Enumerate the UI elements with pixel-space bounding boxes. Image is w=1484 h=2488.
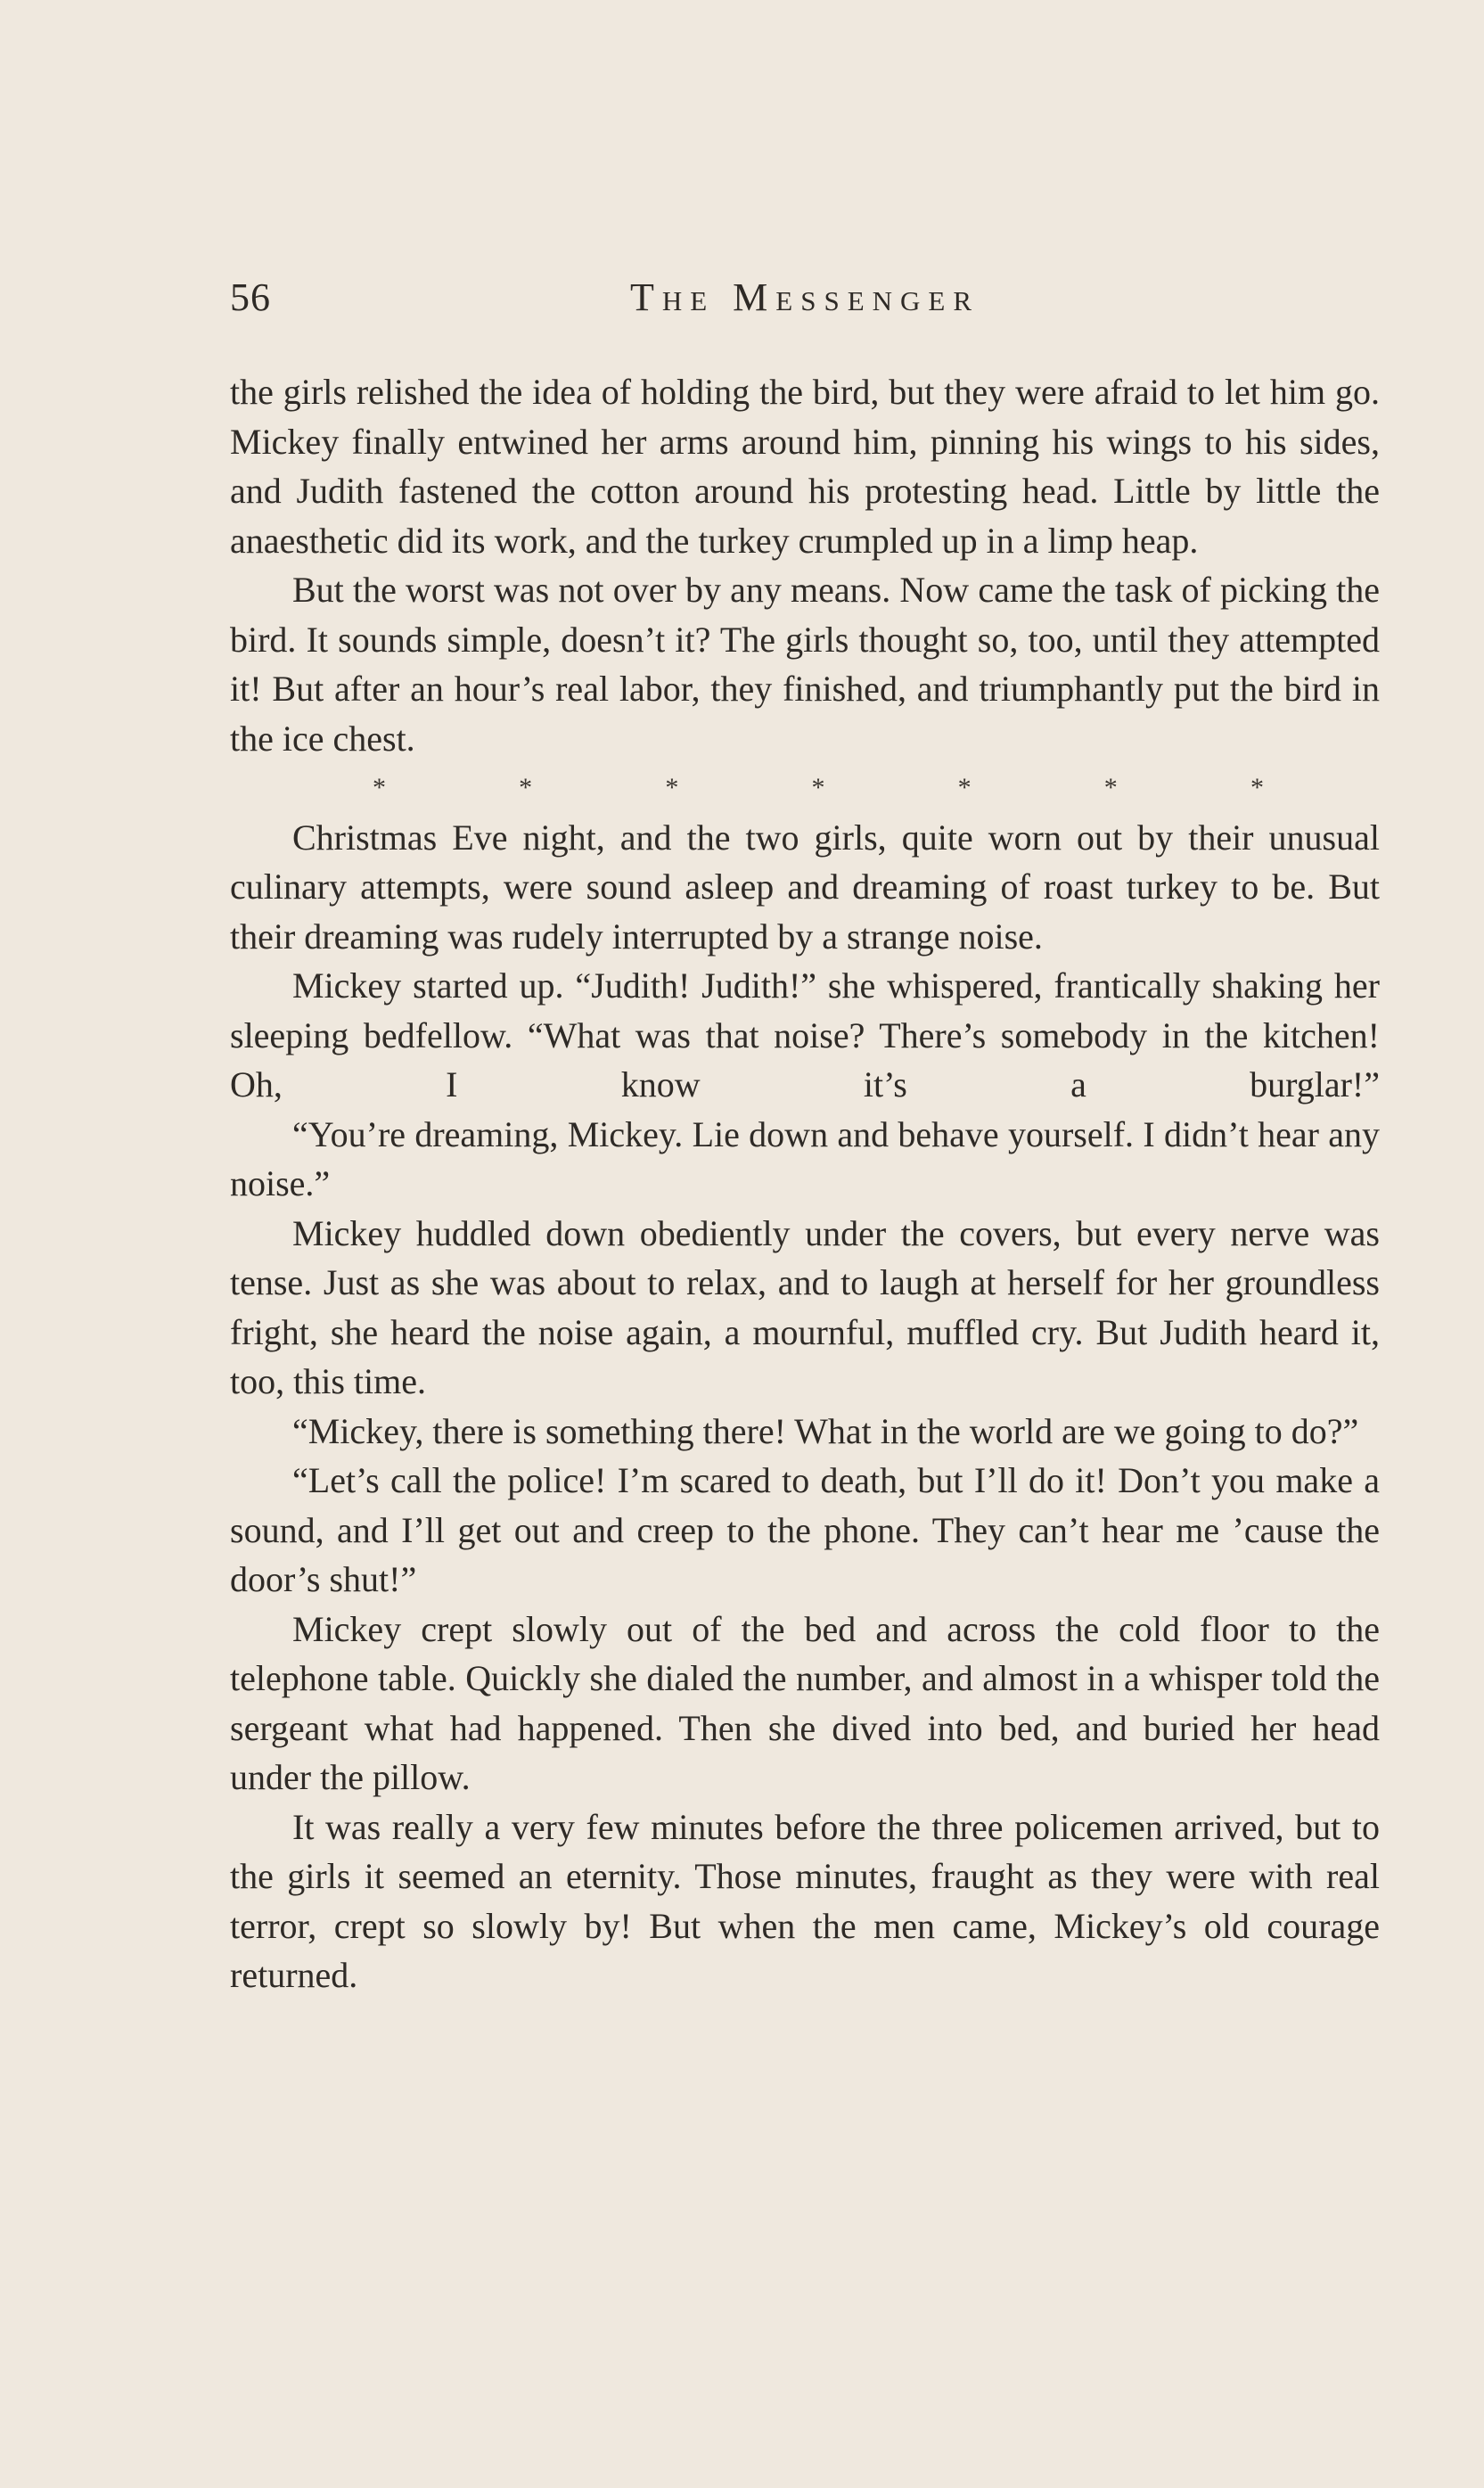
section-break-star: *: [373, 773, 386, 802]
section-break-star: *: [665, 773, 679, 802]
section-break-star: *: [519, 773, 533, 802]
body-text: [230, 367, 1380, 2000]
page-header: [230, 275, 1380, 328]
section-break-star: *: [1103, 773, 1118, 802]
page-number: 56: [230, 275, 271, 319]
section-break-star: *: [811, 773, 825, 802]
section-break-star: *: [957, 773, 972, 802]
paragraph: But the worst was not over by any means. Now came the task of picking the bird. It sounds simple, doesn’t it? The girls thought so, too, until they attempted it! But after an hour’s real labor, they finished, and triumphantly put the bird in the ice chest.: [230, 570, 1380, 759]
paragraph: Christmas Eve night, and the two girls, quite worn out by their unusual culinary attempts, were sound asleep and dreaming of roast turkey to be. But their dreaming was rudely interrupted by a strange noise.: [230, 817, 1380, 957]
section-break: [230, 763, 1380, 813]
paragraph: “Let’s call the police! I’m scared to death, but I’ll do it! Don’t you make a sound, and I’ll get out and creep to the phone. They can’t hear me ’cause the door’s shut!”: [230, 1460, 1380, 1599]
paragraph: “You’re dreaming, Mickey. Lie down and behave yourself. I didn’t hear any noise.”: [230, 1113, 1380, 1203]
paragraph: Mickey huddled down obediently under the covers, but every nerve was tense. Just as she was about to relax, and to laugh at herself for her groundless fright, she heard the noise again, a mournful, muffled cry. But Judith heard it, too, this time.: [230, 1212, 1380, 1401]
paragraph: Mickey crept slowly out of the bed and across the cold floor to the telephone table. Quickly she dialed the number, and almost in a whisper told the sergeant what had happened. Then she dived into bed, and buried her head under the pillow.: [230, 1608, 1380, 1797]
paragraph: Mickey started up. “Judith! Judith!” she whispered, frantically shaking her sleeping bedfellow. “What was that noise? There’s somebody in the kitchen! Oh, I know it’s a burglar!”: [230, 965, 1380, 1104]
paragraph: It was really a very few minutes before the three policemen arrived, but to the girls it seemed an eternity. Those minutes, fraught as they were with real terror, crept so slowly by! But when the men came, Mickey’s old courage returned.: [230, 1806, 1380, 1995]
section-break-star: *: [1250, 773, 1264, 802]
running-title: The Messenger: [629, 275, 980, 319]
paragraph: “Mickey, there is something there! What in the world are we going to do?”: [292, 1410, 1359, 1451]
paragraph: the girls relished the idea of holding the bird, but they were afraid to let him go. Mickey finally entwined her arms around him, pinning his wings to his sides, and Judith fastened the cotton around his protesting head. Little by little the anaesthetic did its work, and the turkey crumpled up in a limp heap.: [230, 372, 1380, 561]
